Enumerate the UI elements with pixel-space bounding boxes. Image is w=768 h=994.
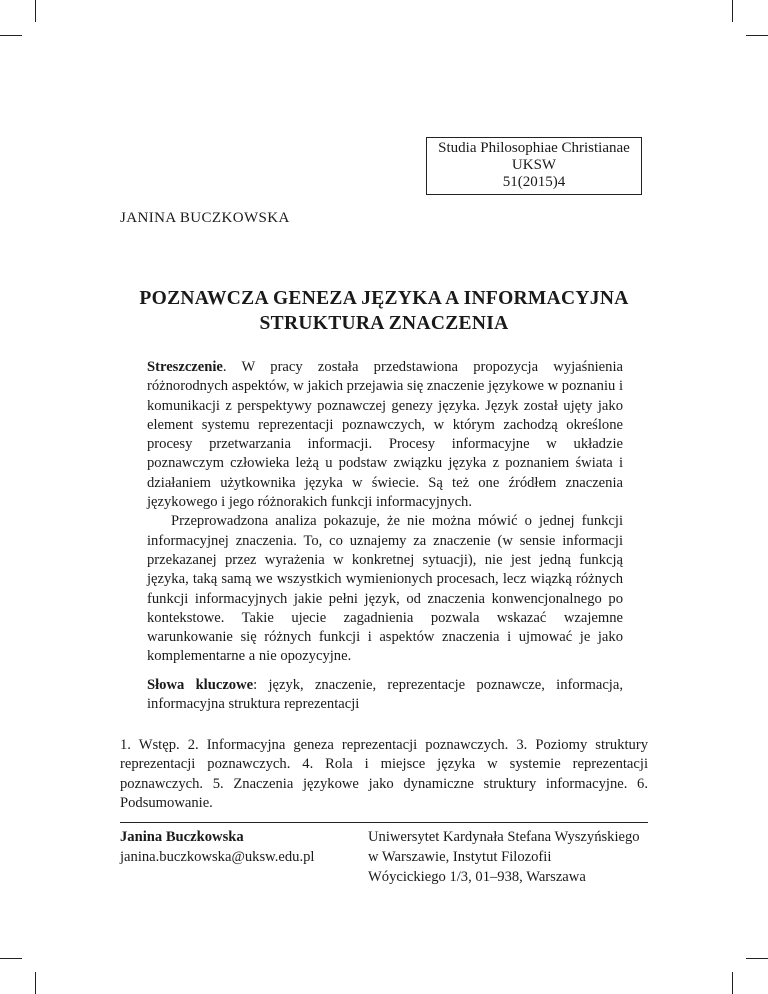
crop-mark-top-right-vertical	[732, 0, 733, 22]
keywords-text: : język, znaczenie, reprezentacje poznawcze, informacja, informacyjna struktura reprezentacji	[147, 677, 623, 713]
abstract-label: Streszczenie	[147, 359, 223, 375]
title-line-1: POZNAWCZA GENEZA JĘZYKA A INFORMACYJNA	[139, 288, 629, 309]
paper-title	[100, 286, 668, 336]
author-name: Janina Buczkowska	[120, 829, 244, 845]
table-of-contents: 1. Wstęp. 2. Informacyjna geneza reprezentacji poznawczych. 3. Poziomy struktury reprezentacji poznawczych. 4. Rola i miejsce języka w systemie reprezentacji poznawczych. 5. Znaczenia językowe jako dynamiczne struktury informacyjne. 6. Podsumowanie.	[120, 737, 648, 811]
abstract-paragraph-1	[147, 358, 623, 512]
journal-issue: 51(2015)4	[502, 174, 566, 190]
journal-name: Studia Philosophiae Christianae	[438, 140, 630, 156]
affiliation-line-2: w Warszawie, Instytut Filozofii	[368, 849, 552, 865]
affiliation-line-3: Wóycickiego 1/3, 01–938, Warszawa	[368, 869, 586, 885]
journal-publisher: UKSW	[511, 157, 557, 173]
keywords-label: Słowa kluczowe	[147, 677, 254, 693]
author-contact	[120, 827, 314, 867]
title-line-2: STRUKTURA ZNACZENIA	[259, 313, 509, 334]
author-heading: JANINA BUCZKOWSKA	[120, 210, 290, 226]
crop-mark-top-left-horizontal	[0, 35, 22, 36]
journal-info-box	[426, 137, 642, 195]
keywords	[147, 676, 623, 715]
affiliation-line-1: Uniwersytet Kardynała Stefana Wyszyńskiego	[368, 829, 640, 845]
crop-mark-bottom-left-vertical	[35, 972, 36, 994]
abstract	[147, 358, 623, 667]
crop-mark-bottom-right-horizontal	[746, 958, 768, 959]
footer-divider	[120, 822, 648, 823]
crop-mark-top-left-vertical	[35, 0, 36, 22]
author-email: janina.buczkowska@uksw.edu.pl	[120, 849, 315, 865]
crop-mark-bottom-left-horizontal	[0, 958, 22, 959]
crop-mark-top-right-horizontal	[746, 35, 768, 36]
abstract-paragraph-2: Przeprowadzona analiza pokazuje, że nie można mówić o jednej funkcji informacyjnej znaczenia. To, co uznajemy za znaczenie (w sensie informacji przekazanej przez wyrażenia w konkretnej sytuacji), nie jest jedną funkcją języka, taką samą we wszystkich wymienionych procesach, lecz wiązką różnych funkcji informacyjnych jakie pełni język, od znaczenia konwencjonalnego po kontekstowe. Takie ujecie zagadnienia pozwala wskazać wzajemne warunkowanie się różnych funkcji i aspektów znaczenia i ujmować je jako komplementarne a nie opozycyjne.	[147, 513, 623, 665]
crop-mark-bottom-right-vertical	[732, 972, 733, 994]
abstract-text-1: . W pracy została przedstawiona propozycja wyjaśnienia różnorodnych aspektów, w jakich przejawia się znaczenie językowe w poznaniu i komunikacji z perspektywy poznawczej genezy języka. Język został ujęty jako element systemu reprezentacji poznawczych, w którym zachodzą określone procesy przetwarzania informacji. Procesy informacyjne w układzie poznawczym człowieka leżą u podstaw związku języka z poznaniem świata i działaniem użytkownika języka w świecie. Są też one źródłem znaczenia językowego i jego różnorakich funkcji informacyjnych.	[147, 359, 623, 511]
author-affiliation	[368, 827, 640, 887]
